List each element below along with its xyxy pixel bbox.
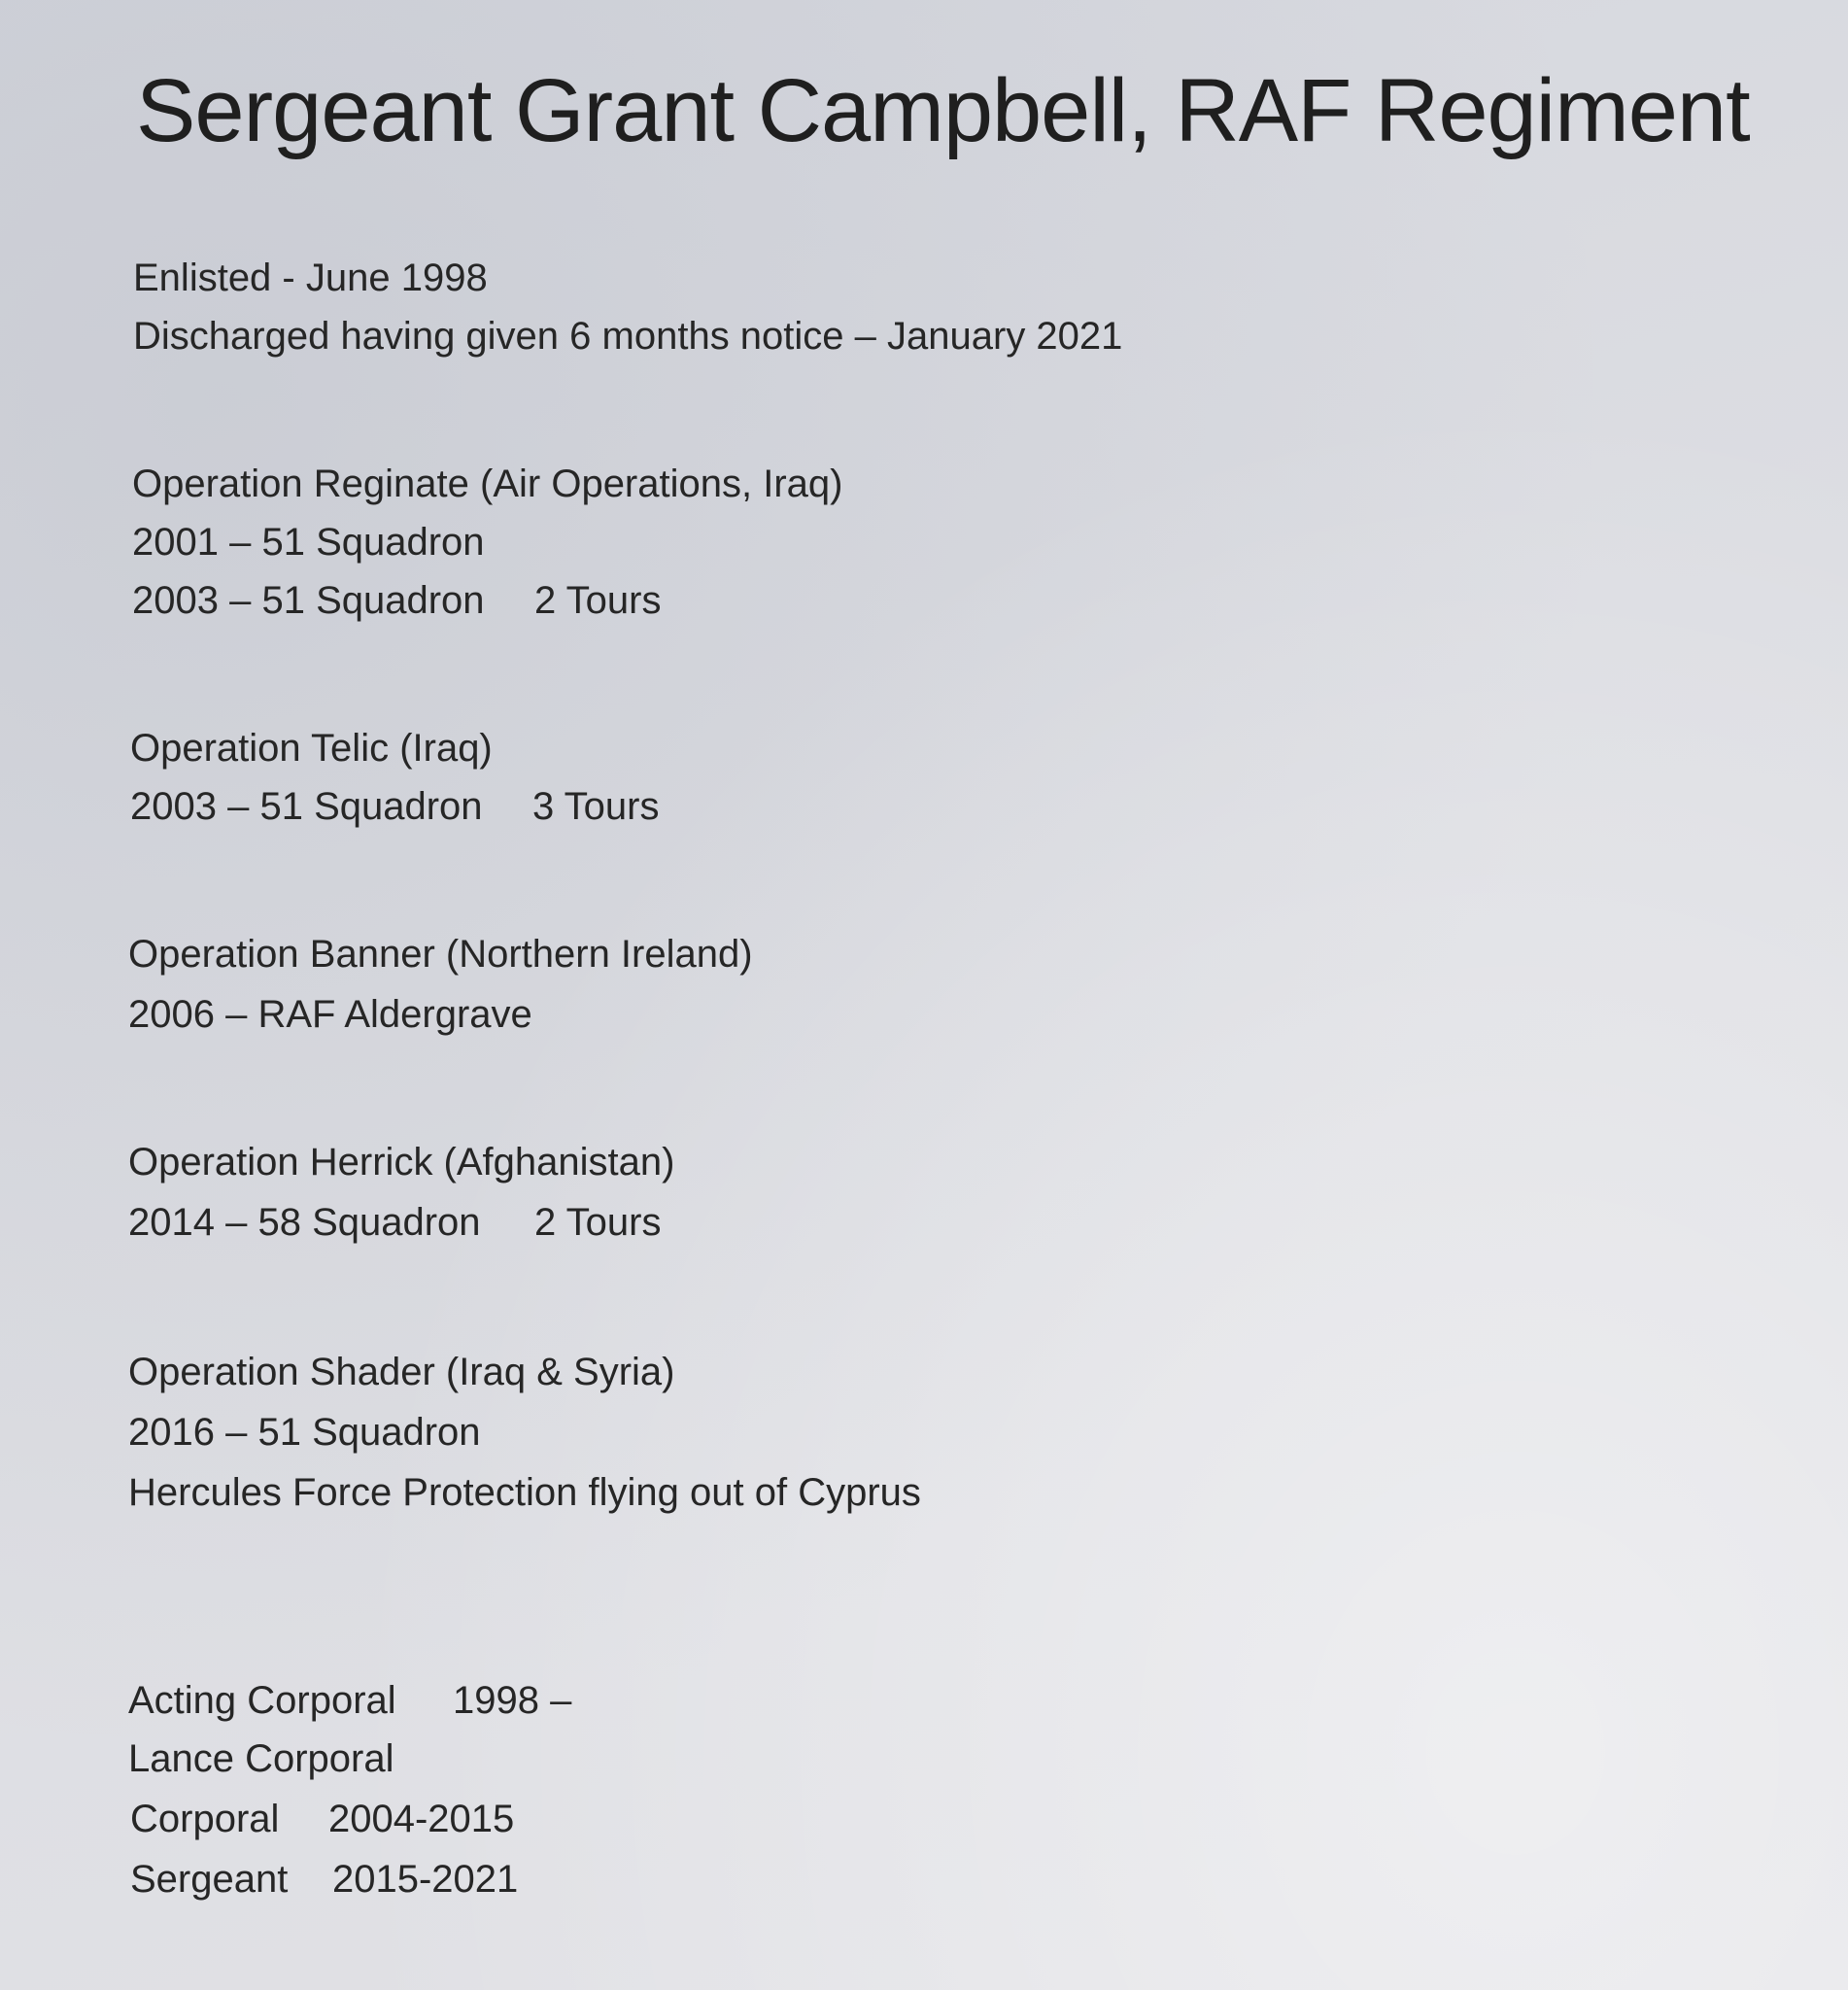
tours-count: 3 Tours	[532, 785, 660, 828]
discharged-line: Discharged having given 6 months notice – January 2021	[133, 315, 1123, 358]
operation-heading: Operation Shader (Iraq & Syria)	[128, 1351, 675, 1393]
rank-line	[130, 1856, 519, 1903]
tours-count: 2 Tours	[534, 1201, 662, 1244]
rank-name: Corporal	[130, 1798, 280, 1840]
rank-name: Acting Corporal	[128, 1679, 396, 1722]
rank-name: Lance Corporal	[128, 1737, 394, 1780]
rank-line	[128, 1677, 572, 1724]
operation-entry	[128, 1199, 662, 1246]
enlisted-line: Enlisted - June 1998	[133, 257, 488, 299]
operation-entry	[130, 783, 660, 830]
operation-entry-text: 2003 – 51 Squadron	[132, 579, 485, 622]
operation-entry-text: 2003 – 51 Squadron	[130, 785, 483, 828]
operation-heading: Operation Banner (Northern Ireland)	[128, 933, 753, 976]
rank-years: 2015-2021	[332, 1858, 519, 1901]
rank-line	[128, 1735, 394, 1782]
operation-entry-text: 2014 – 58 Squadron	[128, 1201, 481, 1244]
operation-heading: Operation Herrick (Afghanistan)	[128, 1141, 675, 1184]
operation-heading: Operation Telic (Iraq)	[130, 727, 493, 770]
rank-line	[130, 1796, 515, 1842]
operation-entry: 2001 – 51 Squadron	[132, 521, 485, 564]
operation-entry: 2006 – RAF Aldergrave	[128, 993, 532, 1036]
operation-heading: Operation Reginate (Air Operations, Iraq)	[132, 463, 843, 505]
tours-count: 2 Tours	[534, 579, 662, 622]
rank-years: 2004-2015	[328, 1798, 515, 1840]
operation-entry: Hercules Force Protection flying out of Cyprus	[128, 1471, 921, 1514]
operation-entry: 2016 – 51 Squadron	[128, 1411, 481, 1454]
operation-entry	[132, 577, 662, 624]
rank-years: 1998 –	[453, 1679, 572, 1722]
page-title: Sergeant Grant Campbell, RAF Regiment	[136, 61, 1750, 160]
rank-name: Sergeant	[130, 1858, 289, 1901]
